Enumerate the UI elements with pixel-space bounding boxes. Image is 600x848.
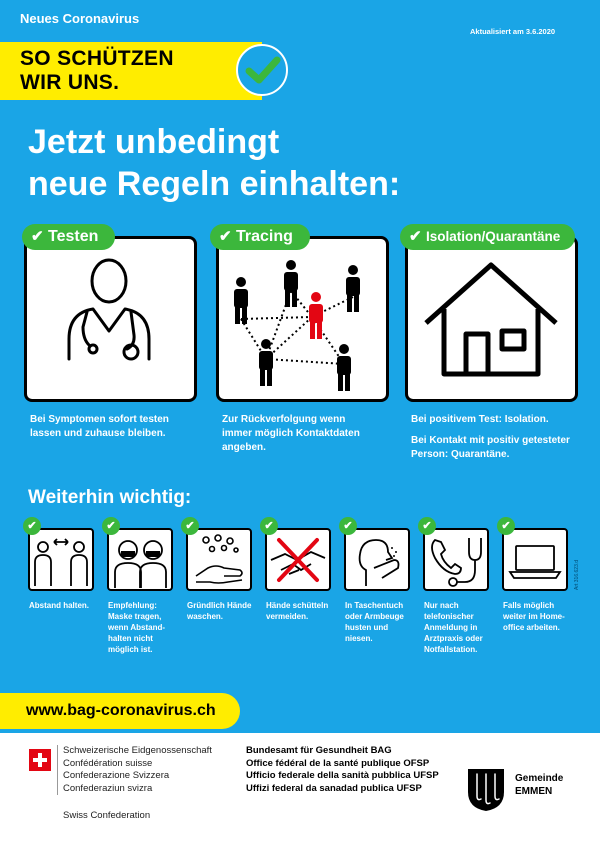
handwash-icon (188, 530, 250, 589)
tip-handshake (265, 528, 331, 591)
tip-text-homeoffice: Falls möglich weiter im Home- office arbeiten. (503, 601, 565, 632)
tip-text-sneeze: In Taschentuch oder Armbeuge husten und niesen. (345, 601, 404, 643)
check-icon: ✔ (31, 228, 44, 245)
check-icon: ✔ (497, 517, 515, 535)
no-handshake-icon (267, 530, 329, 589)
tip-text-wash: Gründlich Hände waschen. (187, 601, 252, 621)
check-icon (238, 46, 286, 94)
gemeinde-name: Gemeinde EMMEN (515, 773, 564, 797)
headline-line1: Jetzt unbedingt (28, 123, 280, 161)
check-icon: ✔ (181, 517, 199, 535)
check-icon: ✔ (339, 517, 357, 535)
tip-phone (423, 528, 489, 591)
rule-label: Isolation/Quarantäne (426, 229, 561, 244)
rule-card-testen (24, 236, 197, 402)
tip-mask (107, 528, 173, 591)
rule-label: Testen (48, 228, 99, 245)
tip-distance (28, 528, 94, 591)
title-banner (0, 42, 262, 100)
tip-sneeze (344, 528, 410, 591)
check-icon: ✔ (409, 228, 422, 245)
updated-date: Aktualisiert am 3.6.2020 (470, 27, 556, 36)
doctor-icon (27, 239, 194, 399)
laptop-icon (504, 530, 566, 589)
footer-divider (57, 745, 58, 795)
rule-text-isolation: Bei positivem Test: Isolation. Bei Kontakt mit positiv getesteter Person: Quarantäne. (411, 414, 570, 460)
check-icon: ✔ (102, 517, 120, 535)
swiss-confederation: Swiss Confederation (63, 810, 151, 821)
rule-pill-isolation (400, 224, 575, 250)
rule-pill-tracing (210, 224, 310, 250)
tip-homeoffice (502, 528, 568, 591)
check-icon: ✔ (418, 517, 436, 535)
tip-wash (186, 528, 252, 591)
tip-text-mask: Empfehlung: Maske tragen, wenn Abstand- halten nicht möglich ist. (108, 601, 166, 654)
rule-pill-testen (22, 224, 115, 250)
tip-text-phone: Nur nach telefonischer Anmeldung in Arztpraxis oder Notfallstation. (424, 601, 483, 654)
check-icon: ✔ (260, 517, 278, 535)
headline-line2: neue Regeln einhalten: (28, 165, 401, 203)
subheading: Weiterhin wichtig: (28, 487, 192, 508)
house-icon (408, 239, 575, 399)
website-link[interactable]: www.bag-coronavirus.ch (26, 702, 216, 719)
emmen-coat-of-arms-icon (467, 768, 505, 812)
title-line2: WIR UNS. (20, 71, 120, 94)
rule-label: Tracing (236, 228, 293, 245)
title-line1: SO SCHÜTZEN (20, 47, 174, 70)
swiss-cross-icon (29, 749, 51, 771)
tip-text-distance: Abstand halten. (29, 601, 90, 610)
office-names: Bundesamt für Gesundheit BAG Office fédéral de la santé publique OFSP Ufficio federale della sanità pubblica UFSP Uffizi federal da sanadad publica UFSP (246, 745, 439, 794)
distance-icon (30, 530, 92, 589)
phone-stethoscope-icon (425, 530, 487, 589)
rule-card-isolation (405, 236, 578, 402)
article-code: Art 316.623.d (574, 559, 580, 590)
url-banner (0, 693, 240, 729)
tip-text-handshake: Hände schütteln vermeiden. (266, 601, 329, 621)
kicker: Neues Coronavirus (20, 11, 140, 26)
rule-text-testen: Bei Symptomen sofort testen lassen und zuhause bleiben. (30, 414, 169, 439)
sneeze-icon (346, 530, 408, 589)
rule-text-tracing: Zur Rückverfolgung wenn immer möglich Kontaktdaten angeben. (222, 414, 360, 453)
contact-network-icon (219, 239, 386, 399)
check-icon: ✔ (23, 517, 41, 535)
rule-card-tracing (216, 236, 389, 402)
check-icon: ✔ (219, 228, 232, 245)
mask-icon (109, 530, 171, 589)
confederation-names: Schweizerische Eidgenossenschaft Confédération suisse Confederazione Svizzera Confederaziun svizra (63, 745, 212, 794)
check-badge (236, 44, 288, 96)
